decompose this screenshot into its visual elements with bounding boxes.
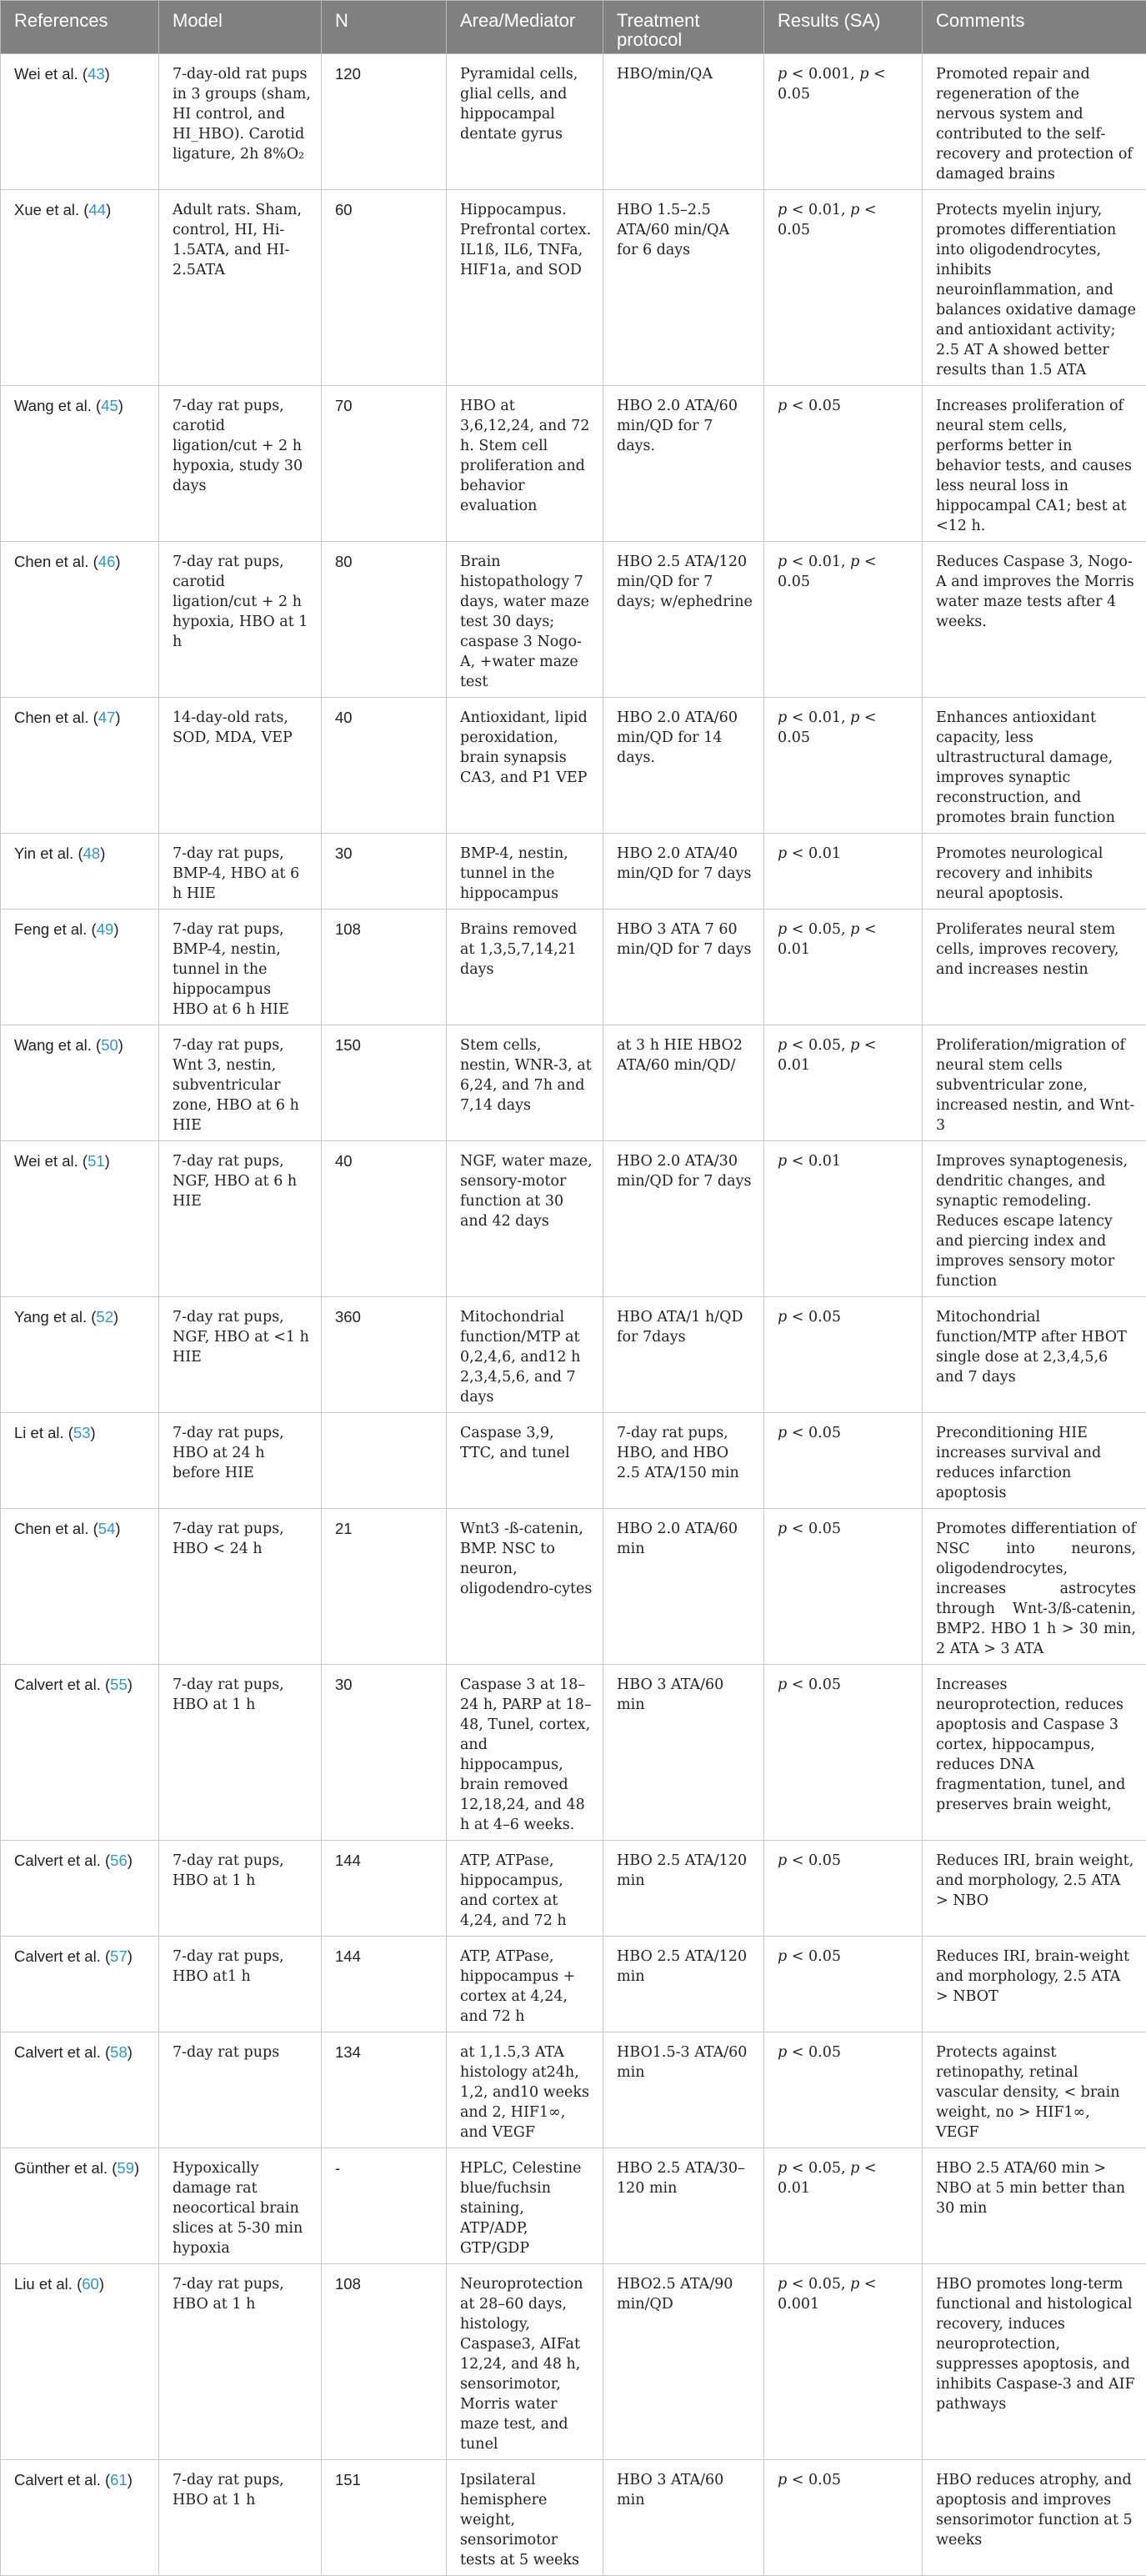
- cell-treatment-protocol: HBO 2.5 ATA/30–120 min: [603, 2148, 764, 2264]
- cell-results: p < 0.05: [764, 1413, 923, 1509]
- table-row: [1, 1841, 1146, 1937]
- cell-results: p < 0.01: [764, 834, 923, 910]
- cell-model: 7-day rat pups: [159, 2032, 322, 2148]
- cell-comments: Reduces IRI, brain-weight and morphology, 2.5 ATA > NBOT: [923, 1937, 1146, 2032]
- table-row: [1, 542, 1146, 698]
- reference-author: Yang et al.: [14, 1308, 87, 1326]
- reference-author: Wang et al.: [14, 397, 92, 414]
- reference-author: Feng et al.: [14, 920, 87, 938]
- reference-author: Wei et al.: [14, 65, 78, 83]
- cell-comments: Increases neuroprotection, reduces apoptosis and Caspase 3 cortex, hippocampus, reduces DNA fragmentation, tunel, and preserves brain weight,: [923, 1665, 1146, 1841]
- cell-reference: Wei et al. (51): [1, 1141, 159, 1297]
- table-row: [1, 386, 1146, 542]
- cell-model: 7-day rat pups, HBO at1 h: [159, 1937, 322, 2032]
- cell-area-mediator: BMP-4, nestin, tunnel in the hippocampus: [447, 834, 603, 910]
- cell-model: 7-day rat pups, HBO at 1 h: [159, 1841, 322, 1937]
- cell-reference: Chen et al. (47): [1, 698, 159, 834]
- cell-area-mediator: Brain histopathology 7 days, water maze test 30 days; caspase 3 Nogo-A, +water maze test: [447, 542, 603, 698]
- cell-comments: HBO reduces atrophy, and apoptosis and improves sensorimotor function at 5 weeks: [923, 2460, 1146, 2576]
- cell-treatment-protocol: HBO 3 ATA/60 min: [603, 1665, 764, 1841]
- cell-n: 151: [322, 2460, 447, 2576]
- cell-model: 7-day rat pups, carotid ligation/cut + 2 h hypoxia, HBO at 1 h: [159, 542, 322, 698]
- cell-model: 7-day rat pups, BMP-4, nestin, tunnel in the hippocampus HBO at 6 h HIE: [159, 910, 322, 1025]
- cell-area-mediator: ATP, ATPase, hippocampus, and cortex at 4,24, and 72 h: [447, 1841, 603, 1937]
- reference-citation-link[interactable]: 58: [110, 2043, 128, 2061]
- reference-citation-link[interactable]: 52: [96, 1308, 113, 1326]
- cell-treatment-protocol: HBO 2.0 ATA/60 min/QD for 14 days.: [603, 698, 764, 834]
- cell-treatment-protocol: HBO 2.0 ATA/60 min/QD for 7 days.: [603, 386, 764, 542]
- cell-results: p < 0.01, p < 0.05: [764, 190, 923, 386]
- cell-area-mediator: ATP, ATPase, hippocampus + cortex at 4,24, and 72 h: [447, 1937, 603, 2032]
- cell-reference: Wang et al. (45): [1, 386, 159, 542]
- cell-area-mediator: Stem cells, nestin, WNR-3, at 6,24, and 7h and 7,14 days: [447, 1025, 603, 1141]
- cell-reference: Calvert et al. (61): [1, 2460, 159, 2576]
- cell-treatment-protocol: HBO 2.5 ATA/120 min/QD for 7 days; w/ephedrine: [603, 542, 764, 698]
- cell-n: 70: [322, 386, 447, 542]
- cell-n: 144: [322, 1841, 447, 1937]
- cell-n: 134: [322, 2032, 447, 2148]
- cell-area-mediator: HBO at 3,6,12,24, and 72 h. Stem cell proliferation and behavior evaluation: [447, 386, 603, 542]
- cell-comments: Protects against retinopathy, retinal vascular density, < brain weight, no > HIF1∞, VEGF: [923, 2032, 1146, 2148]
- reference-author: Chen et al.: [14, 1520, 88, 1537]
- cell-area-mediator: Ipsilateral hemisphere weight, sensorimotor tests at 5 weeks: [447, 2460, 603, 2576]
- header-references: References: [1, 1, 159, 54]
- cell-reference: Liu et al. (60): [1, 2264, 159, 2460]
- table-row: [1, 190, 1146, 386]
- table-row: [1, 910, 1146, 1025]
- header-area-mediator: Area/Mediator: [447, 1, 603, 54]
- cell-results: p < 0.05: [764, 2460, 923, 2576]
- cell-treatment-protocol: HBO ATA/1 h/QD for 7days: [603, 1297, 764, 1413]
- reference-citation-link[interactable]: 57: [110, 1947, 128, 1965]
- cell-n: 144: [322, 1937, 447, 2032]
- cell-reference: Feng et al. (49): [1, 910, 159, 1025]
- reference-citation-link[interactable]: 56: [110, 1852, 128, 1869]
- cell-reference: Yin et al. (48): [1, 834, 159, 910]
- cell-treatment-protocol: HBO 2.5 ATA/120 min: [603, 1937, 764, 2032]
- cell-reference: Calvert et al. (56): [1, 1841, 159, 1937]
- reference-author: Calvert et al.: [14, 1947, 101, 1965]
- cell-n: 40: [322, 698, 447, 834]
- cell-area-mediator: at 1,1.5,3 ATA histology at24h, 1,2, and10 weeks and 2, HIF1∞, and VEGF: [447, 2032, 603, 2148]
- reference-citation-link[interactable]: 53: [73, 1424, 91, 1441]
- cell-treatment-protocol: at 3 h HIE HBO2 ATA/60 min/QD/: [603, 1025, 764, 1141]
- cell-results: p < 0.001, p < 0.05: [764, 54, 923, 190]
- cell-treatment-protocol: HBO 2.0 ATA/60 min: [603, 1509, 764, 1665]
- reference-citation-link[interactable]: 49: [97, 920, 114, 938]
- cell-area-mediator: Brains removed at 1,3,5,7,14,21 days: [447, 910, 603, 1025]
- reference-author: Calvert et al.: [14, 2471, 101, 2488]
- cell-treatment-protocol: HBO 3 ATA 7 60 min/QD for 7 days: [603, 910, 764, 1025]
- cell-model: 7-day rat pups, NGF, HBO at <1 h HIE: [159, 1297, 322, 1413]
- cell-n: 360: [322, 1297, 447, 1413]
- cell-results: p < 0.05: [764, 1665, 923, 1841]
- cell-model: 7-day rat pups, HBO at 1 h: [159, 2264, 322, 2460]
- reference-citation-link[interactable]: 46: [98, 553, 116, 570]
- cell-reference: Yang et al. (52): [1, 1297, 159, 1413]
- cell-reference: Wang et al. (50): [1, 1025, 159, 1141]
- cell-area-mediator: Caspase 3 at 18–24 h, PARP at 18–48, Tunel, cortex, and hippocampus, brain removed 12,18,24, and 48 h at 4–6 weeks.: [447, 1665, 603, 1841]
- table-row: [1, 1025, 1146, 1141]
- reference-author: Calvert et al.: [14, 1676, 101, 1693]
- table-row: [1, 1141, 1146, 1297]
- cell-reference: Chen et al. (54): [1, 1509, 159, 1665]
- reference-author: Günther et al.: [14, 2159, 108, 2177]
- cell-comments: Promotes differentiation of NSC into neurons, oligodendrocytes, increases astrocytes through Wnt-3/ß-catenin, BMP2. HBO 1 h > 30 min, 2 ATA > 3 ATA: [923, 1509, 1146, 1665]
- header-comments: Comments: [923, 1, 1146, 54]
- cell-model: 7-day rat pups, HBO < 24 h: [159, 1509, 322, 1665]
- reference-citation-link[interactable]: 48: [83, 844, 101, 862]
- cell-reference: Calvert et al. (57): [1, 1937, 159, 2032]
- reference-citation-link[interactable]: 50: [101, 1036, 118, 1054]
- table-row: [1, 1509, 1146, 1665]
- cell-results: p < 0.05: [764, 2032, 923, 2148]
- cell-results: p < 0.01: [764, 1141, 923, 1297]
- cell-treatment-protocol: HBO 2.0 ATA/40 min/QD for 7 days: [603, 834, 764, 910]
- cell-comments: Protects myelin injury, promotes differentiation into oligodendrocytes, inhibits neuroinflammation, and balances oxidative damage and antioxidant activity; 2.5 AT A showed better results than 1.5 ATA: [923, 190, 1146, 386]
- cell-treatment-protocol: HBO2.5 ATA/90 min/QD: [603, 2264, 764, 2460]
- cell-results: p < 0.05: [764, 1841, 923, 1937]
- cell-area-mediator: Hippocampus. Prefrontal cortex. IL1ß, IL6, TNFa, HIF1a, and SOD: [447, 190, 603, 386]
- header-row: [1, 1, 1146, 54]
- table-row: [1, 1665, 1146, 1841]
- cell-comments: Reduces IRI, brain weight, and morphology, 2.5 ATA > NBO: [923, 1841, 1146, 1937]
- cell-reference: Calvert et al. (58): [1, 2032, 159, 2148]
- cell-comments: Promoted repair and regeneration of the nervous system and contributed to the self-recovery and protection of damaged brains: [923, 54, 1146, 190]
- cell-area-mediator: Mitochondrial function/MTP at 0,2,4,6, and12 h 2,3,4,5,6, and 7 days: [447, 1297, 603, 1413]
- reference-citation-link[interactable]: 43: [88, 65, 105, 83]
- cell-n: 60: [322, 190, 447, 386]
- cell-n: 80: [322, 542, 447, 698]
- reference-citation-link[interactable]: 45: [101, 397, 118, 414]
- reference-author: Xue et al.: [14, 201, 79, 218]
- cell-n: [322, 1413, 447, 1509]
- table-row: [1, 2032, 1146, 2148]
- cell-model: Hypoxically damage rat neocortical brain slices at 5-30 min hypoxia: [159, 2148, 322, 2264]
- reference-citation-link[interactable]: 54: [98, 1520, 116, 1537]
- cell-n: 120: [322, 54, 447, 190]
- header-treatment-protocol: Treatment protocol: [603, 1, 764, 54]
- cell-comments: Increases proliferation of neural stem cells, performs better in behavior tests, and causes less neural loss in hippocampal CA1; best at <12 h.: [923, 386, 1146, 542]
- table-row: [1, 698, 1146, 834]
- cell-treatment-protocol: HBO 2.5 ATA/120 min: [603, 1841, 764, 1937]
- cell-reference: Günther et al. (59): [1, 2148, 159, 2264]
- cell-n: 108: [322, 2264, 447, 2460]
- cell-n: 21: [322, 1509, 447, 1665]
- cell-results: p < 0.05: [764, 386, 923, 542]
- header-n: N: [322, 1, 447, 54]
- header-model: Model: [159, 1, 322, 54]
- reference-author: Yin et al.: [14, 844, 73, 862]
- cell-model: 7-day rat pups, HBO at 24 h before HIE: [159, 1413, 322, 1509]
- cell-area-mediator: Pyramidal cells, glial cells, and hippocampal dentate gyrus: [447, 54, 603, 190]
- cell-comments: Mitochondrial function/MTP after HBOT single dose at 2,3,4,5,6 and 7 days: [923, 1297, 1146, 1413]
- cell-area-mediator: Antioxidant, lipid peroxidation, brain synapsis CA3, and P1 VEP: [447, 698, 603, 834]
- cell-reference: Calvert et al. (55): [1, 1665, 159, 1841]
- table-row: [1, 1413, 1146, 1509]
- cell-treatment-protocol: HBO 1.5–2.5 ATA/60 min/QA for 6 days: [603, 190, 764, 386]
- cell-results: p < 0.01, p < 0.05: [764, 698, 923, 834]
- cell-results: p < 0.05, p < 0.01: [764, 910, 923, 1025]
- cell-treatment-protocol: HBO/min/QA: [603, 54, 764, 190]
- cell-treatment-protocol: HBO1.5-3 ATA/60 min: [603, 2032, 764, 2148]
- reference-citation-link[interactable]: 55: [110, 1676, 128, 1693]
- reference-citation-link[interactable]: 44: [88, 201, 106, 218]
- table-row: [1, 2460, 1146, 2576]
- cell-results: p < 0.05: [764, 1509, 923, 1665]
- cell-comments: Proliferates neural stem cells, improves recovery, and increases nestin: [923, 910, 1146, 1025]
- cell-results: p < 0.05: [764, 1937, 923, 2032]
- reference-author: Liu et al.: [14, 2275, 73, 2293]
- reference-author: Calvert et al.: [14, 2043, 101, 2061]
- cell-n: 30: [322, 1665, 447, 1841]
- cell-comments: Preconditioning HIE increases survival and reduces infarction apoptosis: [923, 1413, 1146, 1509]
- cell-model: 7-day rat pups, BMP-4, HBO at 6 h HIE: [159, 834, 322, 910]
- reference-author: Li et al.: [14, 1424, 64, 1441]
- cell-model: 7-day rat pups, NGF, HBO at 6 h HIE: [159, 1141, 322, 1297]
- cell-model: 7-day rat pups, HBO at 1 h: [159, 1665, 322, 1841]
- cell-reference: Xue et al. (44): [1, 190, 159, 386]
- cell-results: p < 0.01, p < 0.05: [764, 542, 923, 698]
- cell-comments: Promotes neurological recovery and inhibits neural apoptosis.: [923, 834, 1146, 910]
- reference-citation-link[interactable]: 47: [98, 709, 116, 726]
- cell-n: 40: [322, 1141, 447, 1297]
- reference-citation-link[interactable]: 60: [82, 2275, 99, 2293]
- reference-author: Wei et al.: [14, 1152, 78, 1170]
- cell-comments: HBO 2.5 ATA/60 min > NBO at 5 min better than 30 min: [923, 2148, 1146, 2264]
- table-row: [1, 54, 1146, 190]
- cell-reference: Li et al. (53): [1, 1413, 159, 1509]
- cell-comments: HBO promotes long-term functional and histological recovery, induces neuroprotection, suppresses apoptosis, and inhibits Caspase-3 and AIF pathways: [923, 2264, 1146, 2460]
- table-body: [1, 54, 1146, 2576]
- reference-author: Chen et al.: [14, 553, 88, 570]
- cell-reference: Wei et al. (43): [1, 54, 159, 190]
- table-row: [1, 2264, 1146, 2460]
- cell-comments: Reduces Caspase 3, Nogo-A and improves the Morris water maze tests after 4 weeks.: [923, 542, 1146, 698]
- cell-results: p < 0.05: [764, 1297, 923, 1413]
- cell-area-mediator: Neuroprotection at 28–60 days, histology, Caspase3, AIFat 12,24, and 48 h, sensorimotor, Morris water maze test, and tunel: [447, 2264, 603, 2460]
- cell-model: 7-day-old rat pups in 3 groups (sham, HI control, and HI_HBO). Carotid ligature, 2h 8%O₂: [159, 54, 322, 190]
- table-row: [1, 1937, 1146, 2032]
- table-row: [1, 1297, 1146, 1413]
- cell-n: 30: [322, 834, 447, 910]
- cell-area-mediator: Caspase 3,9, TTC, and tunel: [447, 1413, 603, 1509]
- cell-comments: Proliferation/migration of neural stem cells subventricular zone, increased nestin, and Wnt-3: [923, 1025, 1146, 1141]
- reference-author: Calvert et al.: [14, 1852, 101, 1869]
- cell-area-mediator: HPLC, Celestine blue/fuchsin staining, ATP/ADP, GTP/GDP: [447, 2148, 603, 2264]
- table-row: [1, 2148, 1146, 2264]
- cell-results: p < 0.05, p < 0.001: [764, 2264, 923, 2460]
- header-results: Results (SA): [764, 1, 923, 54]
- reference-author: Wang et al.: [14, 1036, 92, 1054]
- cell-n: 150: [322, 1025, 447, 1141]
- cell-area-mediator: NGF, water maze, sensory-motor function at 30 and 42 days: [447, 1141, 603, 1297]
- cell-treatment-protocol: HBO 2.0 ATA/30 min/QD for 7 days: [603, 1141, 764, 1297]
- cell-treatment-protocol: HBO 3 ATA/60 min: [603, 2460, 764, 2576]
- reference-citation-link[interactable]: 61: [110, 2471, 128, 2488]
- cell-area-mediator: Wnt3 -ß-catenin, BMP. NSC to neuron, oligodendro-cytes: [447, 1509, 603, 1665]
- table-row: [1, 834, 1146, 910]
- cell-comments: Enhances antioxidant capacity, less ultrastructural damage, improves synaptic reconstruction, and promotes brain function: [923, 698, 1146, 834]
- cell-n: -: [322, 2148, 447, 2264]
- cell-reference: Chen et al. (46): [1, 542, 159, 698]
- cell-results: p < 0.05, p < 0.01: [764, 2148, 923, 2264]
- reference-author: Chen et al.: [14, 709, 88, 726]
- cell-comments: Improves synaptogenesis, dendritic changes, and synaptic remodeling. Reduces escape latency and piercing index and improves sensory motor function: [923, 1141, 1146, 1297]
- cell-model: 7-day rat pups, Wnt 3, nestin, subventricular zone, HBO at 6 h HIE: [159, 1025, 322, 1141]
- reference-citation-link[interactable]: 51: [88, 1152, 105, 1170]
- cell-n: 108: [322, 910, 447, 1025]
- cell-model: Adult rats. Sham, control, HI, Hi-1.5ATA, and HI-2.5ATA: [159, 190, 322, 386]
- cell-model: 7-day rat pups, HBO at 1 h: [159, 2460, 322, 2576]
- cell-model: 7-day rat pups, carotid ligation/cut + 2 h hypoxia, study 30 days: [159, 386, 322, 542]
- cell-results: p < 0.05, p < 0.01: [764, 1025, 923, 1141]
- cell-model: 14-day-old rats, SOD, MDA, VEP: [159, 698, 322, 834]
- cell-treatment-protocol: 7-day rat pups, HBO, and HBO 2.5 ATA/150 min: [603, 1413, 764, 1509]
- reference-citation-link[interactable]: 59: [117, 2159, 134, 2177]
